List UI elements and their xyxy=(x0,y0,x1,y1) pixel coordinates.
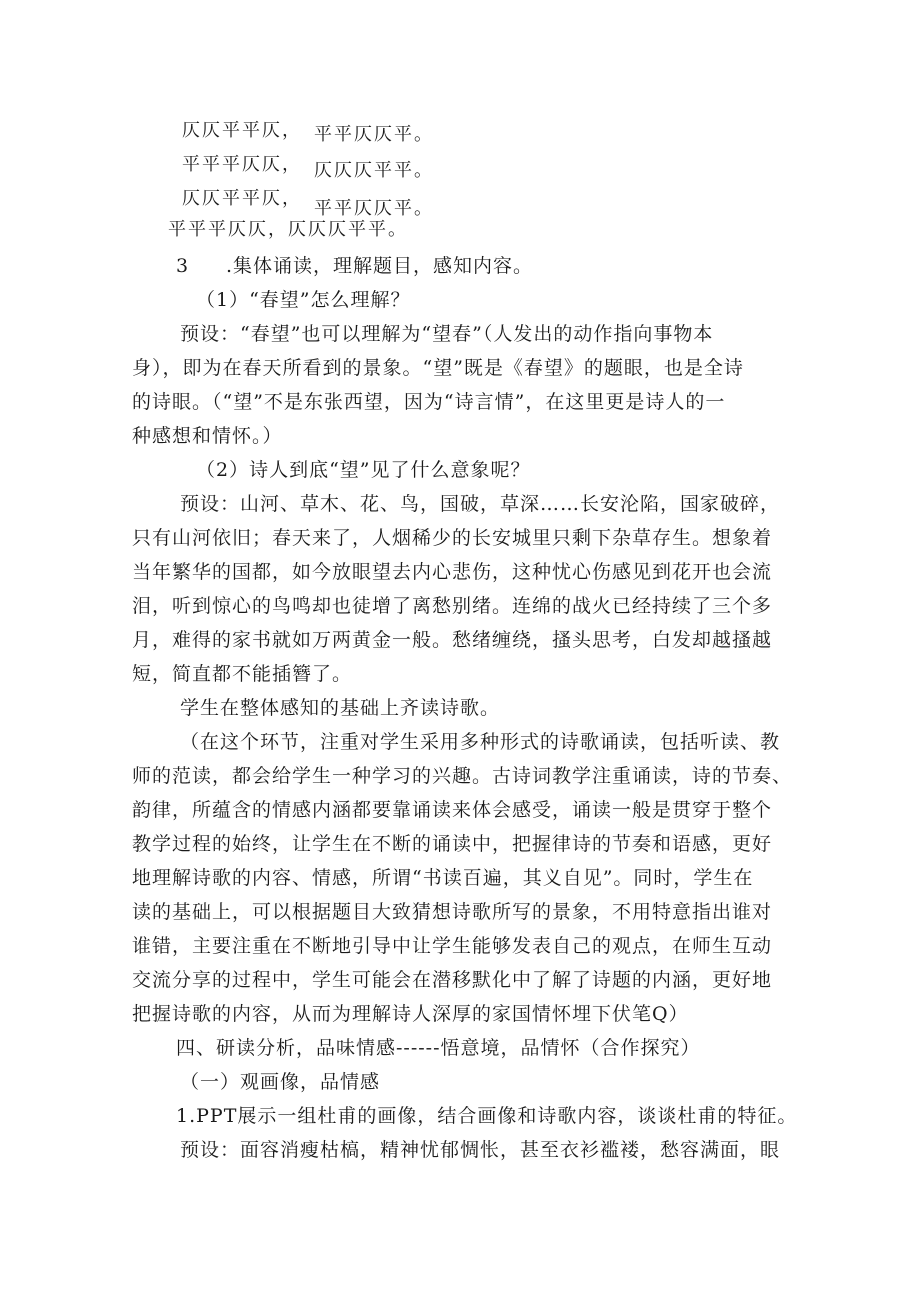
note-line: 读的基础上，可以根据题目大致猜想诗歌所写的景象，不用特意指出谁对 xyxy=(132,901,773,923)
note-line: 教学过程的始终，让学生在不断的诵读中，把握律诗的节奏和语感，更好 xyxy=(132,833,773,855)
answer-2-line: 短，简直都不能插簪了。 xyxy=(132,663,353,685)
subsection-1-heading: （一）观画像，品情感 xyxy=(180,1071,381,1093)
answer-2-line: 当年繁华的国都，如今放眼望去内心悲伤，这种忧心伤感见到花开也会流 xyxy=(132,561,773,583)
meter-line-1b: 平平仄仄平。 xyxy=(314,124,434,145)
note-line: 谁错，主要注重在不断地引导中让学生能够发表自己的观点，在师生互动 xyxy=(132,935,773,957)
answer-1-line: 种感想和情怀。） xyxy=(132,425,283,447)
note-line: 师的范读，都会给学生一种学习的兴趣。古诗词教学注重诵读，诗的节奏、 xyxy=(132,765,793,787)
question-1: （1）“春望”怎么理解？ xyxy=(196,289,411,311)
answer-1-line: 预设：“春望”也可以理解为“望春”（人发出的动作指向事物本 xyxy=(180,323,714,345)
ppt-task-line: 1.PPT展示一组杜甫的画像，结合画像和诗歌内容，谈谈杜甫的特征。 xyxy=(176,1105,798,1127)
meter-line-1a: 仄仄平平仄， xyxy=(182,120,302,141)
meter-line-4: 平平平仄仄，仄仄仄平平。 xyxy=(168,219,408,240)
answer-2-line: 只有山河依旧；春天来了，人烟稀少的长安城里只剩下杂草存生。想象着 xyxy=(132,527,773,549)
question-2: （2）诗人到底“望”见了什么意象呢？ xyxy=(196,459,531,481)
answer-2-line: 月，难得的家书就如万两黄金一般。愁绪缠绕，搔头思考，白发却越搔越 xyxy=(132,629,773,651)
note-line: 把握诗歌的内容，从而为理解诗人深厚的家国情怀埋下伏笔Q） xyxy=(132,1003,689,1025)
meter-line-2a: 平平平仄仄， xyxy=(182,154,302,175)
meter-line-3b: 平平仄仄平。 xyxy=(314,198,434,216)
meter-line-2b: 仄仄仄平平。 xyxy=(314,160,434,181)
answer-1-line: 身），即为在春天所看到的景象。“望”既是《春望》的题眼，也是全诗 xyxy=(132,357,744,379)
section-4-heading: 四、研读分析，品味情感------悟意境，品情怀（合作探究） xyxy=(176,1037,701,1059)
note-line: 地理解诗歌的内容、情感，所谓“书读百遍，其义自见”。同时，学生在 xyxy=(132,867,754,889)
note-line: （在这个环节，注重对学生采用多种形式的诗歌诵读，包括听读、教 xyxy=(180,731,781,753)
answer-1-line: 的诗眼。（“望”不是东张西望，因为“诗言情”，在这里更是诗人的一 xyxy=(132,391,726,413)
answer-3-line: 预设：面容消瘦枯槁，精神忧郁惆怅，甚至衣衫褴褛，愁容满面，眼 xyxy=(180,1139,781,1161)
item-3-text: .集体诵读，理解题目，感知内容。 xyxy=(226,255,534,277)
note-line: 交流分享的过程中，学生可能会在潜移默化中了解了诗题的内涵，更好地 xyxy=(132,969,773,991)
answer-2-line: 预设：山河、草木、花、鸟，国破，草深……长安沦陷，国家破碎， xyxy=(180,493,781,515)
note-line: 韵律，所蕴含的情感内涵都要靠诵读来体会感受，诵读一般是贯穿于整个 xyxy=(132,799,773,821)
answer-2-line: 泪，听到惊心的鸟鸣却也徒增了离愁别绪。连绵的战火已经持续了三个多 xyxy=(132,595,773,617)
student-reading-line: 学生在整体感知的基础上齐读诗歌。 xyxy=(180,697,501,719)
meter-line-3a: 仄仄平平仄， xyxy=(182,188,302,209)
item-3-number: 3 xyxy=(176,255,190,277)
